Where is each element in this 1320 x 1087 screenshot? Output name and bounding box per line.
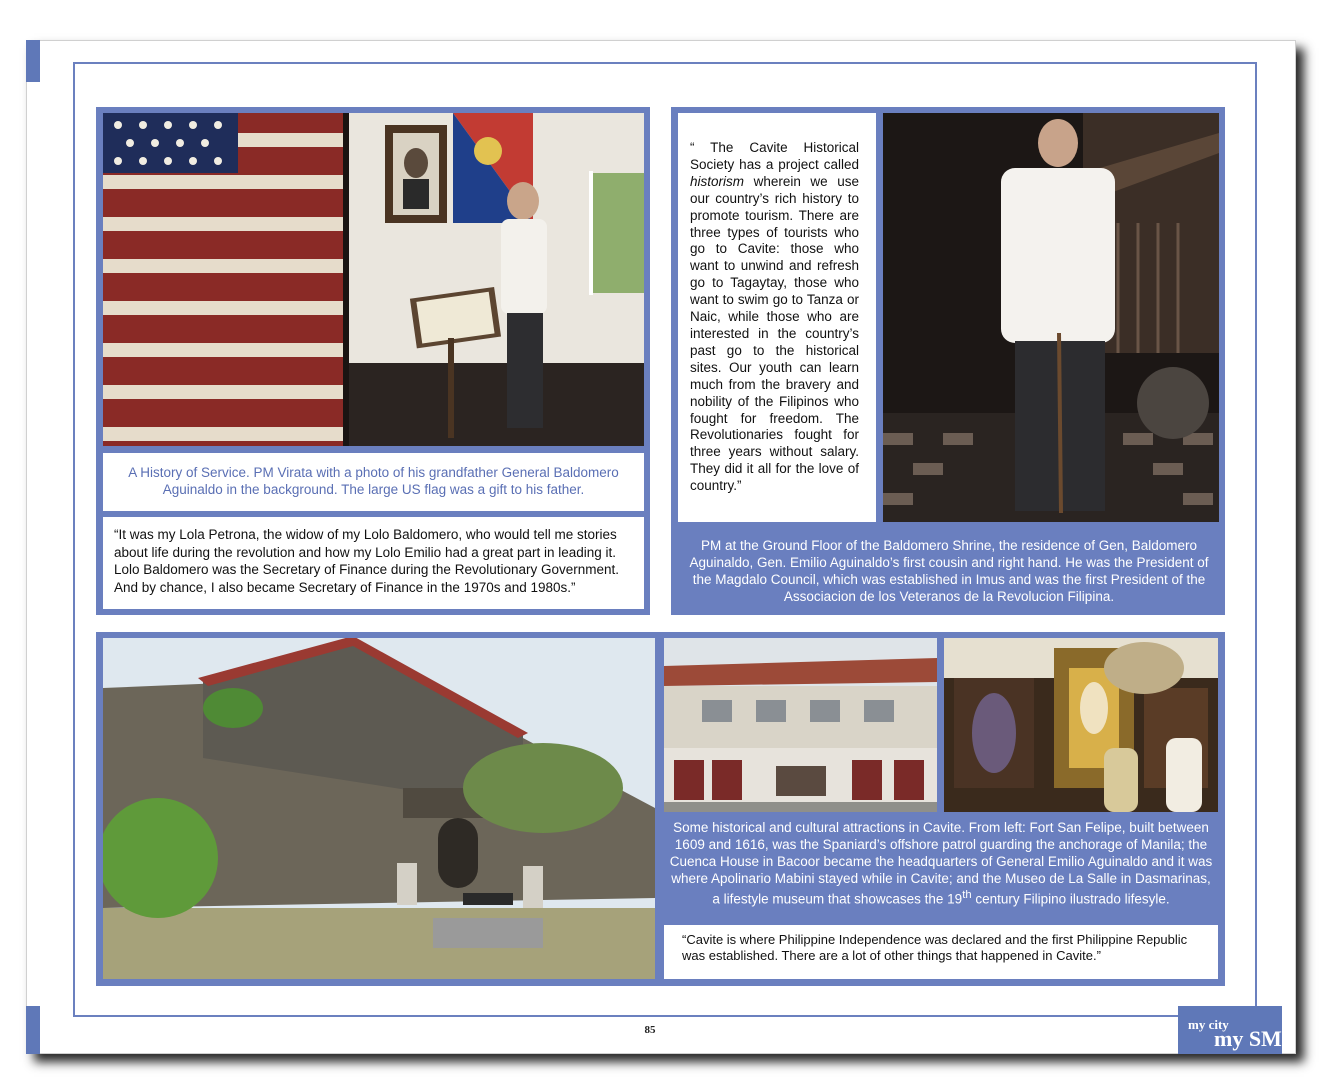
attractions-caption-part1: Some historical and cultural attractions in Cavite. From left: Fort San Felipe, built between 1609 and 1616, was the Spaniard’s offshore patrol guarding the anchorage of Manila; the Cuenca House in Bacoor became the headquarters of General Emilio Aguinaldo and it was where Apolinario Mabini stayed while in Cavite; and the Museo de La Salle in Dasmarinas, a lifestyle museum that showcases the 19 xyxy=(669,820,1213,907)
shrine-photo-caption: PM at the Ground Floor of the Baldomero Shrine, the residence of Gen, Baldomero Aguinaldo, Gen. Emilio Aguinaldo’s first cousin and right hand. He was the President of the Magdalo Council, which was established in Imus and was the first President of the Associacion de los Veteranos de la Revolucion Filipina. xyxy=(689,538,1209,604)
logo-line-1: my city xyxy=(1188,1017,1229,1032)
baldomero-shrine-photo xyxy=(883,113,1219,522)
independence-quote: “Cavite is where Philippine Independence was declared and the first Philippine Republic was established. There are a lot of other things that happened in Cavite.” xyxy=(682,932,1188,963)
logo-line-2: my SM xyxy=(1214,1026,1282,1051)
historism-quote-part1: “ The Cavite Historical Society has a project called xyxy=(690,140,859,172)
historism-quote-italic: historism xyxy=(690,173,745,189)
historism-quote xyxy=(690,140,859,495)
lola-petrona-quote: “It was my Lola Petrona, the widow of my Lolo Baldomero, who would tell me stories about life during the revolution and how my Lolo Emilio had a great part in leading it. Lolo Baldomero was the Secretary of Finance during the Revolutionary Government. And by chance, I also became Secretary of Finance in the 1970s and 1980s.” xyxy=(114,527,620,595)
flag-room-photo xyxy=(103,113,644,446)
corner-tab-top xyxy=(26,40,40,82)
museo-de-la-salle-photo xyxy=(944,638,1218,812)
independence-quote-box xyxy=(664,925,1218,979)
my-city-my-sm-logo xyxy=(1178,1006,1282,1054)
page-number: 85 xyxy=(644,1024,656,1036)
attractions-caption xyxy=(668,819,1214,908)
attractions-caption-sup: th xyxy=(962,889,972,901)
flag-photo-caption: A History of Service. PM Virata with a photo of his grandfather General Baldomero Aguinaldo in the background. The large US flag was a gift to his father. xyxy=(128,465,619,497)
cuenca-house-photo xyxy=(664,638,937,812)
lola-petrona-quote-box xyxy=(103,517,644,609)
historism-quote-part2: wherein we use our country’s rich history to promote tourism. There are three types of tourists who go to Cavite: those who want to unwind and refresh go to Tagaytay, those who want to swim go to Tanza or Naic, while those who are interested in the country’s past go to the historical sites. Our youth can learn much from the bravery and nobility of the Filipinos who fought for freedom. The Revolutionaries fought for three years without salary. They did it all for the love of country.” xyxy=(690,173,859,494)
fort-san-felipe-photo xyxy=(103,638,655,979)
flag-photo-caption-box xyxy=(103,453,644,511)
corner-tab-bottom xyxy=(26,1006,40,1054)
historism-quote-box xyxy=(678,113,876,522)
attractions-caption-part2: century Filipino ilustrado lifesyle. xyxy=(971,891,1170,907)
